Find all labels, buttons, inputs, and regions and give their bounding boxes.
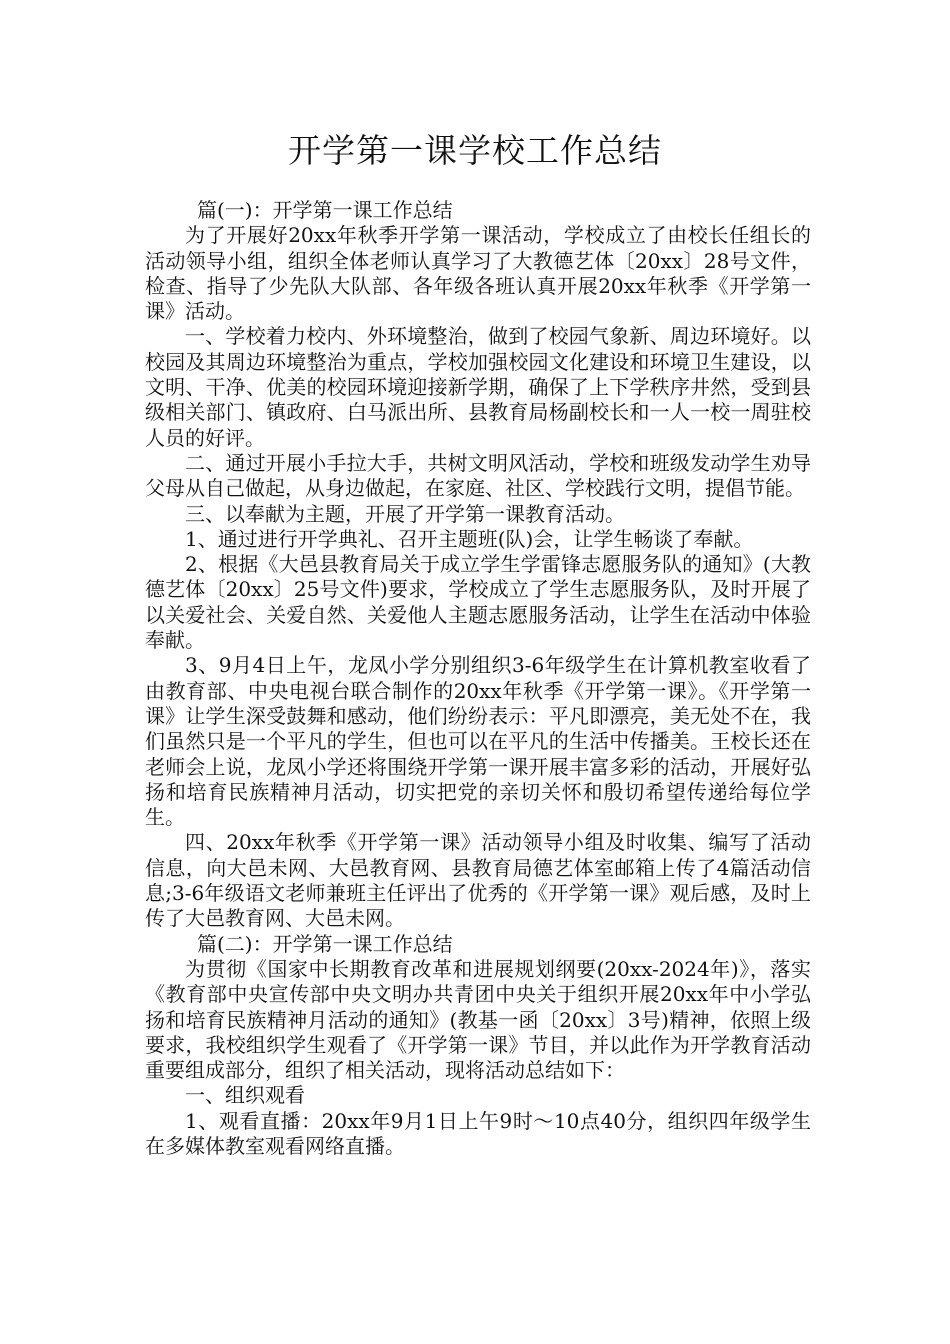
section-heading: 篇(一)：开学第一课工作总结: [197, 198, 453, 222]
paragraph: 二、通过开展小手拉大手，共树文明风活动，学校和班级发动学生劝导父母从自己做起，从身边做起，在家庭、社区、学校践行文明，提倡节能。: [145, 450, 811, 501]
paragraph: 1、观看直播：20xx年9月1日上午9时～10点40分，组织四年级学生在多媒体教室观看网络直播。: [145, 1108, 811, 1158]
paragraph: 三、以奉献为主题，开展了开学第一课教育活动。: [185, 501, 625, 526]
paragraph: 1、通过进行开学典礼、召开主题班(队)会，让学生畅谈了奉献。: [185, 526, 754, 551]
paragraph: 四、20xx年秋季《开学第一课》活动领导小组及时收集、编写了活动信息，向大邑未网、大邑教育网、县教育局德艺体室邮箱上传了4篇活动信息;3-6年级语文老师兼班主任评出了优秀的《开学第一课》观后感，及时上传了大邑教育网、大邑未网。: [145, 830, 811, 931]
paragraph: 3、9月4日上午，龙凤小学分别组织3-6年级学生在计算机教室收看了由教育部、中央电视台联合制作的20xx年秋季《开学第一课》。《开学第一课》让学生深受鼓舞和感动，他们纷纷表示：平凡即漂亮，美无处不在，我们虽然只是一个平凡的学生，但也可以在平凡的生活中传播美。王校长还在老师会上说，龙凤小学还将围绕开学第一课开展丰富多彩的活动，开展好弘扬和培育民族精神月活动，切实把党的亲切关怀和殷切希望传递给每位学生。: [145, 653, 811, 830]
document-body: [145, 198, 811, 1159]
section-heading: 篇(二)：开学第一课工作总结: [197, 931, 453, 956]
document-title: 开学第一课学校工作总结: [288, 131, 662, 170]
paragraph: 为了开展好20xx年秋季开学第一课活动，学校成立了由校长任组长的活动领导小组，组织全体老师认真学习了大教德艺体〔20xx〕28号文件，检查、指导了少先队大队部、各年级各班认真开展20xx年秋季《开学第一课》活动。: [145, 223, 811, 324]
paragraph: 一、组织观看: [185, 1083, 305, 1108]
paragraph: 为贯彻《国家中长期教育改革和进展规划纲要(20xx-2024年)》，落实《教育部中央宣传部中央文明办共青团中央关于组织开展20xx年中小学弘扬和培育民族精神月活动的通知》(教基一函〔20xx〕3号)精神，依照上级要求，我校组织学生观看了《开学第一课》节目，并以此作为开学教育活动重要组成部分，组织了相关活动，现将活动总结如下：: [145, 956, 811, 1083]
paragraph: 一、学校着力校内、外环境整治，做到了校园气象新、周边环境好。以校园及其周边环境整治为重点，学校加强校园文化建设和环境卫生建设，以文明、干净、优美的校园环境迎接新学期，确保了上下学秩序井然，受到县级相关部门、镇政府、白马派出所、县教育局杨副校长和一人一校一周驻校人员的好评。: [145, 324, 811, 450]
paragraph: 2、根据《大邑县教育局关于成立学生学雷锋志愿服务队的通知》(大教德艺体〔20xx〕25号文件)要求，学校成立了学生志愿服务队，及时开展了以关爱社会、关爱自然、关爱他人主题志愿服务活动，让学生在活动中体验奉献。: [145, 552, 811, 653]
